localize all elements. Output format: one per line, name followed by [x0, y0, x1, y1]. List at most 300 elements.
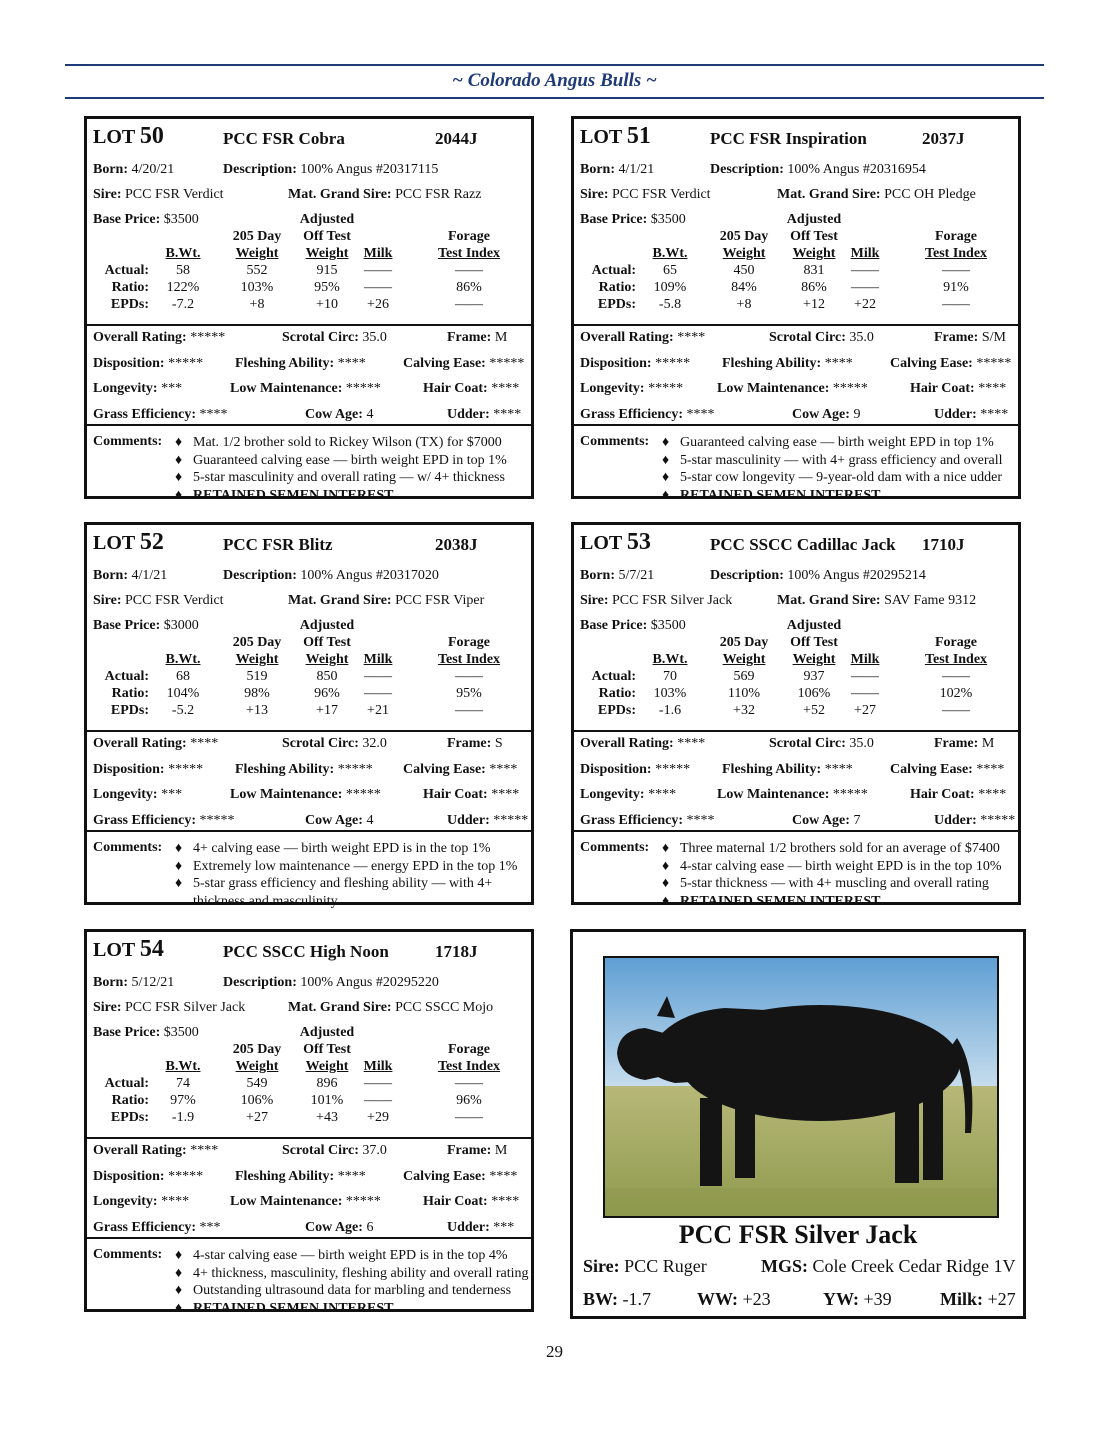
bullet-diamond-icon: ♦: [662, 470, 670, 485]
col-milk: Milk: [363, 246, 393, 261]
rating-hair-coat: [423, 787, 519, 803]
stat-cell-actual: 519: [246, 669, 268, 684]
rating-value-fleshing: *****: [337, 761, 373, 777]
description-label: Description:: [223, 975, 297, 990]
bull-tag: 1710J: [922, 535, 965, 554]
comments-list: [175, 434, 530, 504]
rating-longevity: [580, 381, 683, 397]
col-adjusted-top: Adjusted: [299, 618, 355, 633]
born-label: Born:: [580, 568, 615, 583]
stat-cell-ratio: 103%: [240, 280, 274, 295]
rating-value-frame: M: [494, 330, 508, 345]
stat-cell-ratio: 84%: [731, 280, 757, 295]
lot-label: LOT: [580, 126, 622, 148]
rating-frame: [934, 330, 1006, 346]
col-milk: Milk: [850, 246, 880, 261]
description-value: 100% Angus #20317020: [300, 568, 439, 583]
stat-cell-epds: +12: [803, 297, 825, 312]
rating-scrotal: [769, 330, 874, 346]
mgs-row: [288, 1000, 493, 1016]
rating-udder: [447, 1220, 514, 1236]
bull-tag: 2044J: [435, 129, 478, 148]
base-price-label: Base Price:: [580, 618, 648, 633]
lot-card: [84, 929, 534, 1316]
stat-cell-epds: +27: [246, 1110, 268, 1125]
stat-cell-epds: +10: [316, 297, 338, 312]
mgs-row: [288, 187, 481, 203]
lot-number-value: 52: [139, 529, 164, 555]
rating-cow-age: [792, 407, 860, 423]
bull-name: PCC SSCC Cadillac Jack: [710, 535, 896, 554]
mgs-value: PCC FSR Viper: [395, 593, 485, 608]
stat-cell-epds: ——: [455, 297, 483, 312]
stat-cell-ratio: 106%: [240, 1093, 274, 1108]
bullet-diamond-icon: ♦: [662, 858, 670, 874]
comment-text: Extremely low maintenance — energy EPD in the top 1%: [193, 858, 518, 874]
header-rule-top: [65, 64, 1044, 66]
lot-number: [580, 529, 651, 556]
rating-disposition: [93, 356, 203, 372]
rating-value-disposition: *****: [168, 1168, 204, 1184]
col-205-top: 205 Day: [232, 1042, 282, 1057]
col-205-top: 205 Day: [719, 229, 769, 244]
stat-cell-ratio: 95%: [456, 686, 482, 701]
base-price-value: $3500: [650, 212, 686, 227]
rating-overall: [93, 330, 225, 346]
header-rule-bottom: [65, 97, 1044, 99]
bull-name: PCC FSR Cobra: [223, 129, 345, 148]
description-row: [223, 568, 439, 584]
stat-cell-ratio: ——: [364, 280, 392, 295]
base-price-value: $3500: [163, 1025, 199, 1040]
description-value: 100% Angus #20295220: [300, 975, 439, 990]
stat-cell-actual: ——: [455, 263, 483, 278]
col-205-top: 205 Day: [232, 229, 282, 244]
stat-cell-epds: +43: [316, 1110, 338, 1125]
comment-item: [175, 487, 530, 505]
rating-label-overall: Overall Rating:: [93, 736, 187, 751]
comment-item: [175, 1265, 530, 1283]
rating-calving: [403, 356, 524, 372]
comment-item: [175, 1247, 530, 1265]
comments-label: Comments:: [580, 434, 650, 449]
bullet-diamond-icon: ♦: [662, 841, 670, 856]
rating-value-fleshing: ****: [824, 761, 853, 777]
col-adjusted-mid: Off Test: [790, 635, 838, 650]
col-205-weight: Weight: [722, 652, 766, 667]
stat-cell-epds: -5.2: [171, 703, 195, 718]
stat-cell-epds: -1.9: [171, 1110, 195, 1125]
rating-disposition: [580, 356, 690, 372]
rating-value-overall: *****: [190, 330, 226, 345]
rating-label-grass: Grass Efficiency:: [93, 406, 197, 422]
col-test-index: Test Index: [924, 246, 988, 261]
rating-value-low-maint: *****: [345, 787, 381, 802]
stat-cell-actual: ——: [364, 263, 392, 278]
description-value: 100% Angus #20317115: [300, 162, 439, 177]
col-205-top: 205 Day: [719, 635, 769, 650]
comment-text: Outstanding ultrasound data for marbling and tenderness: [193, 1283, 512, 1298]
row-label-ratio: Ratio:: [111, 1093, 149, 1108]
stat-cell-actual: 831: [803, 263, 825, 278]
comment-item: [175, 840, 530, 858]
rating-label-grass: Grass Efficiency:: [93, 812, 197, 828]
born-date: 5/7/21: [618, 568, 655, 583]
stat-cell-actual: ——: [364, 1076, 392, 1091]
base-price-value: $3000: [163, 618, 199, 633]
row-label-ratio: Ratio:: [598, 686, 636, 701]
rating-value-low-maint: *****: [345, 1194, 381, 1209]
rating-label-grass: Grass Efficiency:: [93, 1219, 197, 1235]
rating-value-scrotal: 32.0: [362, 736, 387, 751]
col-test-index: Test Index: [924, 652, 988, 667]
col-adj-weight: Weight: [305, 652, 349, 667]
sire-row: [93, 593, 224, 609]
col-milk: Milk: [850, 652, 880, 667]
col-adj-weight: Weight: [305, 1059, 349, 1074]
stat-cell-actual: 74: [176, 1076, 190, 1091]
bullet-diamond-icon: ♦: [175, 876, 183, 891]
rating-value-disposition: *****: [655, 761, 691, 777]
mgs-value: PCC OH Pledge: [884, 187, 976, 202]
born-label: Born:: [93, 975, 128, 990]
description-row: [710, 568, 926, 584]
col-adjusted-mid: Off Test: [303, 1042, 351, 1057]
rating-label-scrotal: Scrotal Circ:: [769, 330, 846, 345]
rating-label-calving: Calving Ease:: [403, 761, 486, 777]
born-row: [93, 162, 174, 178]
rating-value-udder: ***: [493, 1219, 515, 1235]
rating-label-udder: Udder:: [447, 406, 490, 422]
rating-label-disposition: Disposition:: [93, 355, 165, 371]
base-price-row: [580, 212, 686, 228]
comments-label: Comments:: [93, 840, 163, 855]
rating-value-hair-coat: ****: [491, 787, 520, 802]
comment-text: 4-star calving ease — birth weight EPD is in the top 4%: [193, 1248, 508, 1263]
lot-stats-section: [87, 932, 531, 1137]
comment-text: 5-star thickness — with 4+ muscling and overall rating: [680, 876, 989, 891]
stat-cell-epds: +8: [736, 297, 752, 312]
featured-sire: PCC Ruger: [624, 1256, 707, 1276]
rating-hair-coat: [423, 1194, 519, 1210]
featured-ww: WW: +23: [697, 1289, 771, 1309]
col-test-index: Test Index: [437, 652, 501, 667]
sire-row: [93, 187, 224, 203]
ratings-section: [87, 1137, 531, 1239]
rating-fleshing: [235, 762, 373, 778]
rating-label-overall: Overall Rating:: [93, 330, 187, 345]
row-label-epds: EPDs:: [110, 297, 149, 312]
rating-label-disposition: Disposition:: [93, 1168, 165, 1184]
ratings-section: [574, 730, 1018, 832]
rating-label-fleshing: Fleshing Ability:: [235, 761, 335, 777]
rating-label-grass: Grass Efficiency:: [580, 406, 684, 422]
stat-cell-epds: +29: [367, 1110, 389, 1125]
base-price-row: [93, 212, 199, 228]
rating-value-scrotal: 35.0: [849, 736, 874, 751]
rating-label-overall: Overall Rating:: [93, 1143, 187, 1158]
col-adj-weight: Weight: [305, 246, 349, 261]
rating-fleshing: [235, 356, 366, 372]
lot-card: [571, 522, 1021, 909]
rating-value-fleshing: ****: [337, 355, 366, 371]
stat-cell-epds: ——: [942, 297, 970, 312]
rating-grass: [580, 813, 715, 829]
bull-name: PCC SSCC High Noon: [223, 942, 389, 961]
sire-label: Sire:: [580, 593, 609, 608]
mgs-label: Mat. Grand Sire:: [288, 1000, 392, 1015]
rating-value-grass: ****: [686, 812, 715, 828]
stat-cell-actual: 915: [316, 263, 338, 278]
rating-overall: [93, 1143, 218, 1159]
stat-cell-actual: 70: [663, 669, 677, 684]
rating-grass: [580, 407, 715, 423]
rating-grass: [93, 1220, 221, 1236]
col-205-top: 205 Day: [232, 635, 282, 650]
rating-label-longevity: Longevity:: [580, 787, 645, 802]
rating-value-longevity: ****: [648, 787, 677, 802]
born-row: [93, 975, 174, 991]
sire-row: [580, 593, 732, 609]
rating-longevity: [93, 1194, 189, 1210]
rating-hair-coat: [910, 381, 1006, 397]
stat-cell-ratio: 86%: [801, 280, 827, 295]
lot-number-value: 53: [626, 529, 651, 555]
description-value: 100% Angus #20295214: [787, 568, 926, 583]
bullet-diamond-icon: ♦: [175, 487, 183, 503]
mgs-row: [777, 187, 976, 203]
rating-low-maint: [717, 381, 868, 397]
rating-value-grass: ****: [199, 406, 228, 422]
row-label-epds: EPDs:: [110, 703, 149, 718]
stat-cell-actual: ——: [851, 263, 879, 278]
rating-label-calving: Calving Ease:: [403, 1168, 486, 1184]
bull-name: PCC FSR Blitz: [223, 535, 333, 554]
rating-frame: [447, 1143, 507, 1159]
rating-value-cow-age: 9: [853, 406, 861, 422]
born-label: Born:: [93, 568, 128, 583]
lot-number: [93, 936, 164, 963]
stat-cell-actual: 549: [246, 1076, 268, 1091]
rating-value-frame: M: [981, 736, 995, 751]
rating-value-hair-coat: ****: [491, 1194, 520, 1209]
stat-cell-ratio: ——: [364, 1093, 392, 1108]
comment-text: 4+ thickness, masculinity, fleshing ability and overall rating: [193, 1265, 529, 1281]
rating-value-udder: *****: [980, 812, 1016, 828]
mgs-value: PCC SSCC Mojo: [395, 1000, 494, 1015]
description-label: Description:: [223, 568, 297, 583]
col-test-index: Test Index: [437, 246, 501, 261]
row-label-actual: Actual:: [591, 669, 636, 684]
sire-value: PCC FSR Verdict: [612, 187, 711, 202]
rating-label-cow-age: Cow Age:: [792, 406, 850, 422]
ratings-section: [87, 730, 531, 832]
rating-label-calving: Calving Ease:: [890, 355, 973, 371]
stat-cell-epds: ——: [455, 1110, 483, 1125]
rating-cow-age: [792, 813, 860, 829]
born-label: Born:: [93, 162, 128, 177]
featured-sire-box: [570, 929, 1026, 1319]
stat-cell-ratio: 122%: [166, 280, 200, 295]
rating-udder: [934, 813, 1015, 829]
rating-udder: [447, 407, 521, 423]
col-forage-top: Forage: [448, 635, 490, 650]
rating-value-fleshing: ****: [337, 1168, 366, 1184]
mgs-value: PCC FSR Razz: [395, 187, 482, 202]
bullet-diamond-icon: ♦: [175, 1265, 183, 1281]
page-header-title: ~ Colorado Angus Bulls ~: [452, 70, 657, 91]
featured-sire-row: Sire: PCC Ruger: [583, 1256, 707, 1276]
description-row: [223, 975, 439, 991]
rating-longevity: [93, 381, 182, 397]
base-price-row: [580, 618, 686, 634]
row-label-epds: EPDs:: [597, 297, 636, 312]
col-adjusted-mid: Off Test: [303, 229, 351, 244]
lot-label: LOT: [580, 532, 622, 554]
rating-label-fleshing: Fleshing Ability:: [235, 1168, 335, 1184]
rating-value-grass: ****: [686, 406, 715, 422]
col-forage-top: Forage: [448, 229, 490, 244]
sire-label: Sire:: [93, 593, 122, 608]
featured-mgs: Cole Creek Cedar Ridge 1V: [812, 1256, 1016, 1276]
description-label: Description:: [223, 162, 297, 177]
rating-label-udder: Udder:: [447, 812, 490, 828]
stat-cell-actual: ——: [942, 669, 970, 684]
col-adjusted-mid: Off Test: [790, 229, 838, 244]
row-label-ratio: Ratio:: [111, 686, 149, 701]
rating-label-longevity: Longevity:: [93, 1194, 158, 1209]
rating-value-low-maint: *****: [832, 381, 868, 396]
rating-label-scrotal: Scrotal Circ:: [282, 736, 359, 751]
stat-cell-actual: 65: [663, 263, 677, 278]
stat-cell-epds: ——: [942, 703, 970, 718]
rating-scrotal: [769, 736, 874, 752]
born-row: [580, 162, 654, 178]
stat-cell-epds: ——: [455, 703, 483, 718]
born-row: [93, 568, 167, 584]
rating-value-scrotal: 37.0: [362, 1143, 387, 1158]
row-label-epds: EPDs:: [110, 1110, 149, 1125]
ratings-section: [87, 324, 531, 426]
rating-value-disposition: *****: [655, 355, 691, 371]
rating-calving: [890, 356, 1011, 372]
rating-disposition: [93, 1169, 203, 1185]
rating-calving: [890, 762, 1004, 778]
sire-label: Sire:: [93, 187, 122, 202]
rating-value-longevity: ****: [161, 1194, 190, 1209]
mgs-label: Mat. Grand Sire:: [777, 593, 881, 608]
stat-cell-epds: +21: [367, 703, 389, 718]
lot-card: [84, 522, 534, 909]
rating-disposition: [93, 762, 203, 778]
mgs-label: Mat. Grand Sire:: [288, 593, 392, 608]
stat-cell-ratio: 98%: [244, 686, 270, 701]
base-price-value: $3500: [650, 618, 686, 633]
lot-number: [93, 529, 164, 556]
rating-label-udder: Udder:: [934, 812, 977, 828]
mgs-label: Mat. Grand Sire:: [777, 187, 881, 202]
featured-mgs-row: MGS: Cole Creek Cedar Ridge 1V: [761, 1256, 1016, 1276]
rating-value-udder: *****: [493, 812, 529, 828]
comment-item: [662, 469, 1017, 487]
lot-label: LOT: [93, 939, 135, 961]
col-adjusted-top: Adjusted: [786, 618, 842, 633]
comment-text: 4+ calving ease — birth weight EPD is in the top 1%: [193, 841, 491, 856]
rating-value-frame: S/M: [981, 330, 1006, 345]
stat-cell-epds: +22: [854, 297, 876, 312]
stat-cell-epds: +26: [367, 297, 389, 312]
rating-grass: [93, 407, 228, 423]
sire-row: [93, 1000, 245, 1016]
stat-cell-actual: 58: [176, 263, 190, 278]
comment-item: [662, 893, 1017, 911]
col-adjusted-top: Adjusted: [786, 212, 842, 227]
rating-value-low-maint: *****: [345, 381, 381, 396]
bullet-diamond-icon: ♦: [662, 452, 670, 468]
base-price-row: [93, 1025, 199, 1041]
born-row: [580, 568, 654, 584]
bull-tag: 2038J: [435, 535, 478, 554]
rating-label-hair-coat: Hair Coat:: [423, 787, 488, 802]
description-value: 100% Angus #20316954: [787, 162, 926, 177]
rating-label-hair-coat: Hair Coat:: [910, 381, 975, 396]
rating-longevity: [93, 787, 182, 803]
rating-udder: [447, 813, 528, 829]
col-test-index: Test Index: [437, 1059, 501, 1074]
rating-label-frame: Frame:: [447, 736, 492, 751]
born-date: 5/12/21: [131, 975, 175, 990]
rating-longevity: [580, 787, 676, 803]
featured-milk: Milk: +27: [940, 1289, 1016, 1309]
rating-label-fleshing: Fleshing Ability:: [722, 761, 822, 777]
comment-text: 5-star masculinity and overall rating — w/ 4+ thickness: [193, 470, 505, 485]
mgs-label: Mat. Grand Sire:: [288, 187, 392, 202]
rating-cow-age: [305, 813, 373, 829]
stat-cell-ratio: ——: [851, 280, 879, 295]
born-label: Born:: [580, 162, 615, 177]
rating-frame: [447, 330, 507, 346]
sire-label: Sire:: [93, 1000, 122, 1015]
rating-label-low-maint: Low Maintenance:: [717, 381, 830, 396]
comment-text: 5-star grass efficiency and fleshing ability — with 4+ thickness and masculinity: [193, 876, 493, 909]
bullet-diamond-icon: ♦: [662, 435, 670, 450]
comment-item: [662, 875, 1017, 893]
description-row: [223, 162, 438, 178]
rating-low-maint: [230, 1194, 381, 1210]
bullet-diamond-icon: ♦: [662, 487, 670, 503]
col-adjusted-top: Adjusted: [299, 212, 355, 227]
comment-item: [175, 452, 530, 470]
rating-label-frame: Frame:: [447, 1143, 492, 1158]
lot-number-value: 50: [139, 123, 164, 149]
rating-label-cow-age: Cow Age:: [305, 406, 363, 422]
rating-overall: [93, 736, 218, 752]
lot-number-value: 54: [139, 936, 164, 962]
stat-cell-epds: +27: [854, 703, 876, 718]
rating-value-longevity: *****: [648, 381, 684, 396]
comments-label: Comments:: [93, 1247, 163, 1262]
stat-cell-ratio: ——: [851, 686, 879, 701]
stat-cell-actual: 552: [246, 263, 268, 278]
born-date: 4/20/21: [131, 162, 175, 177]
rating-low-maint: [230, 787, 381, 803]
rating-disposition: [580, 762, 690, 778]
rating-calving: [403, 762, 517, 778]
rating-scrotal: [282, 1143, 387, 1159]
row-label-actual: Actual:: [104, 669, 149, 684]
row-label-actual: Actual:: [104, 263, 149, 278]
rating-value-hair-coat: ****: [491, 381, 520, 396]
